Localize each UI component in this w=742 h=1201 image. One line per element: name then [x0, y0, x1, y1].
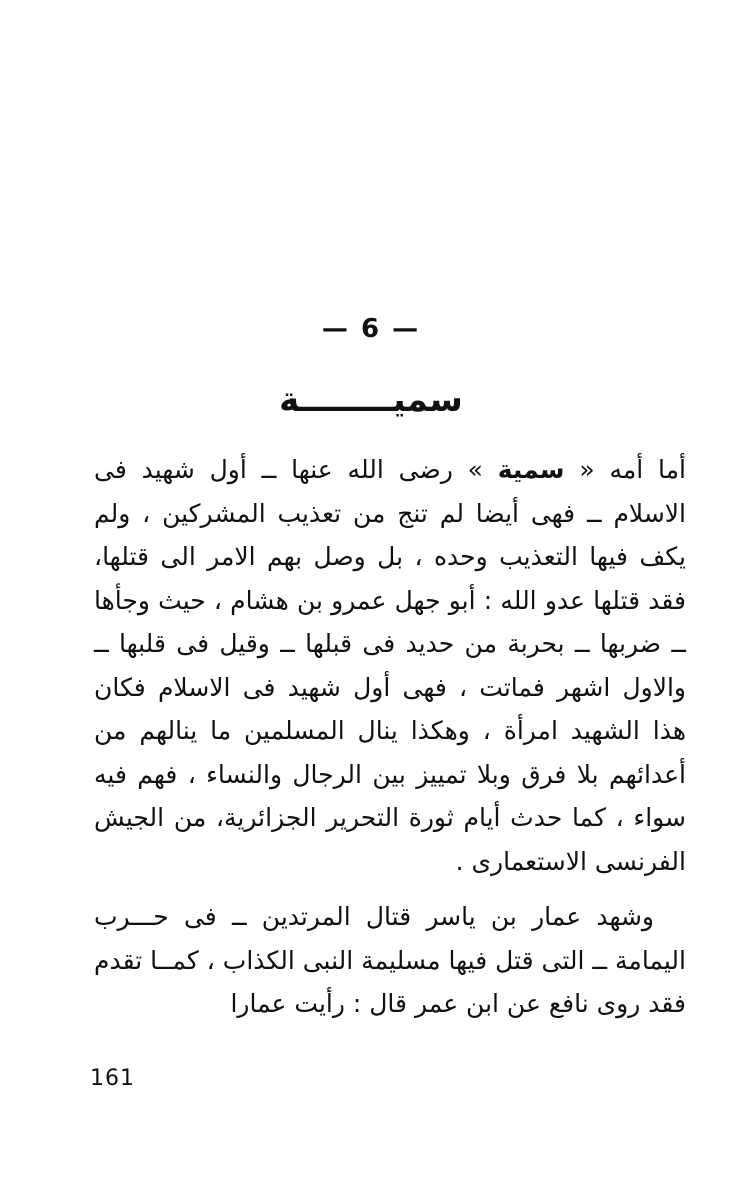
paragraph-1-bold-name: سمية — [497, 455, 565, 484]
paragraph-1-lead: أما أمه « — [564, 455, 686, 484]
paragraph-2: وشهد عمار بن ياسر قتال المرتدين ــ فى حـــرب اليمامة ــ التى قتل فيها مسليمة النبى الكذاب ، كمــا تقدم فقد روى نافع عن ابن عمر قال : رأيت عمارا — [94, 902, 686, 1018]
paragraph-1-text: » رضى الله عنها ــ أول شهيد فى الاسلام ــ فهى أيضا لم تنج من تعذيب المشركين ، ولم يكف فيها التعذيب وحده ، بل وصل بهم الامر الى قتلها، فقد قتلها عدو الله : أبو جهل عمرو بن هشام ، حيث وجأها ــ ضربها ــ بحربة من حديد فى قبلها ــ وقيل فى قلبها ــ والاول اشهر فماتت ، فهى أول شهيد فى الاسلام فكان هذا الشهيد امرأة ، وهكذا ينال المسلمين ما ينالهم من أعدائهم بلا فرق وبلا تمييز بين الرجال والنساء ، فهم فيه سواء ، كما حدث أيام ثورة التحرير الجزائرية، من الجيش الفرنسى الاستعمارى . — [94, 455, 686, 876]
body-text — [94, 448, 686, 1026]
chapter-title: سميــــــــة — [279, 380, 463, 420]
chapter-number: — 6 — — [321, 314, 421, 344]
page-number: 161 — [90, 1066, 135, 1091]
paragraph-1 — [94, 448, 686, 883]
